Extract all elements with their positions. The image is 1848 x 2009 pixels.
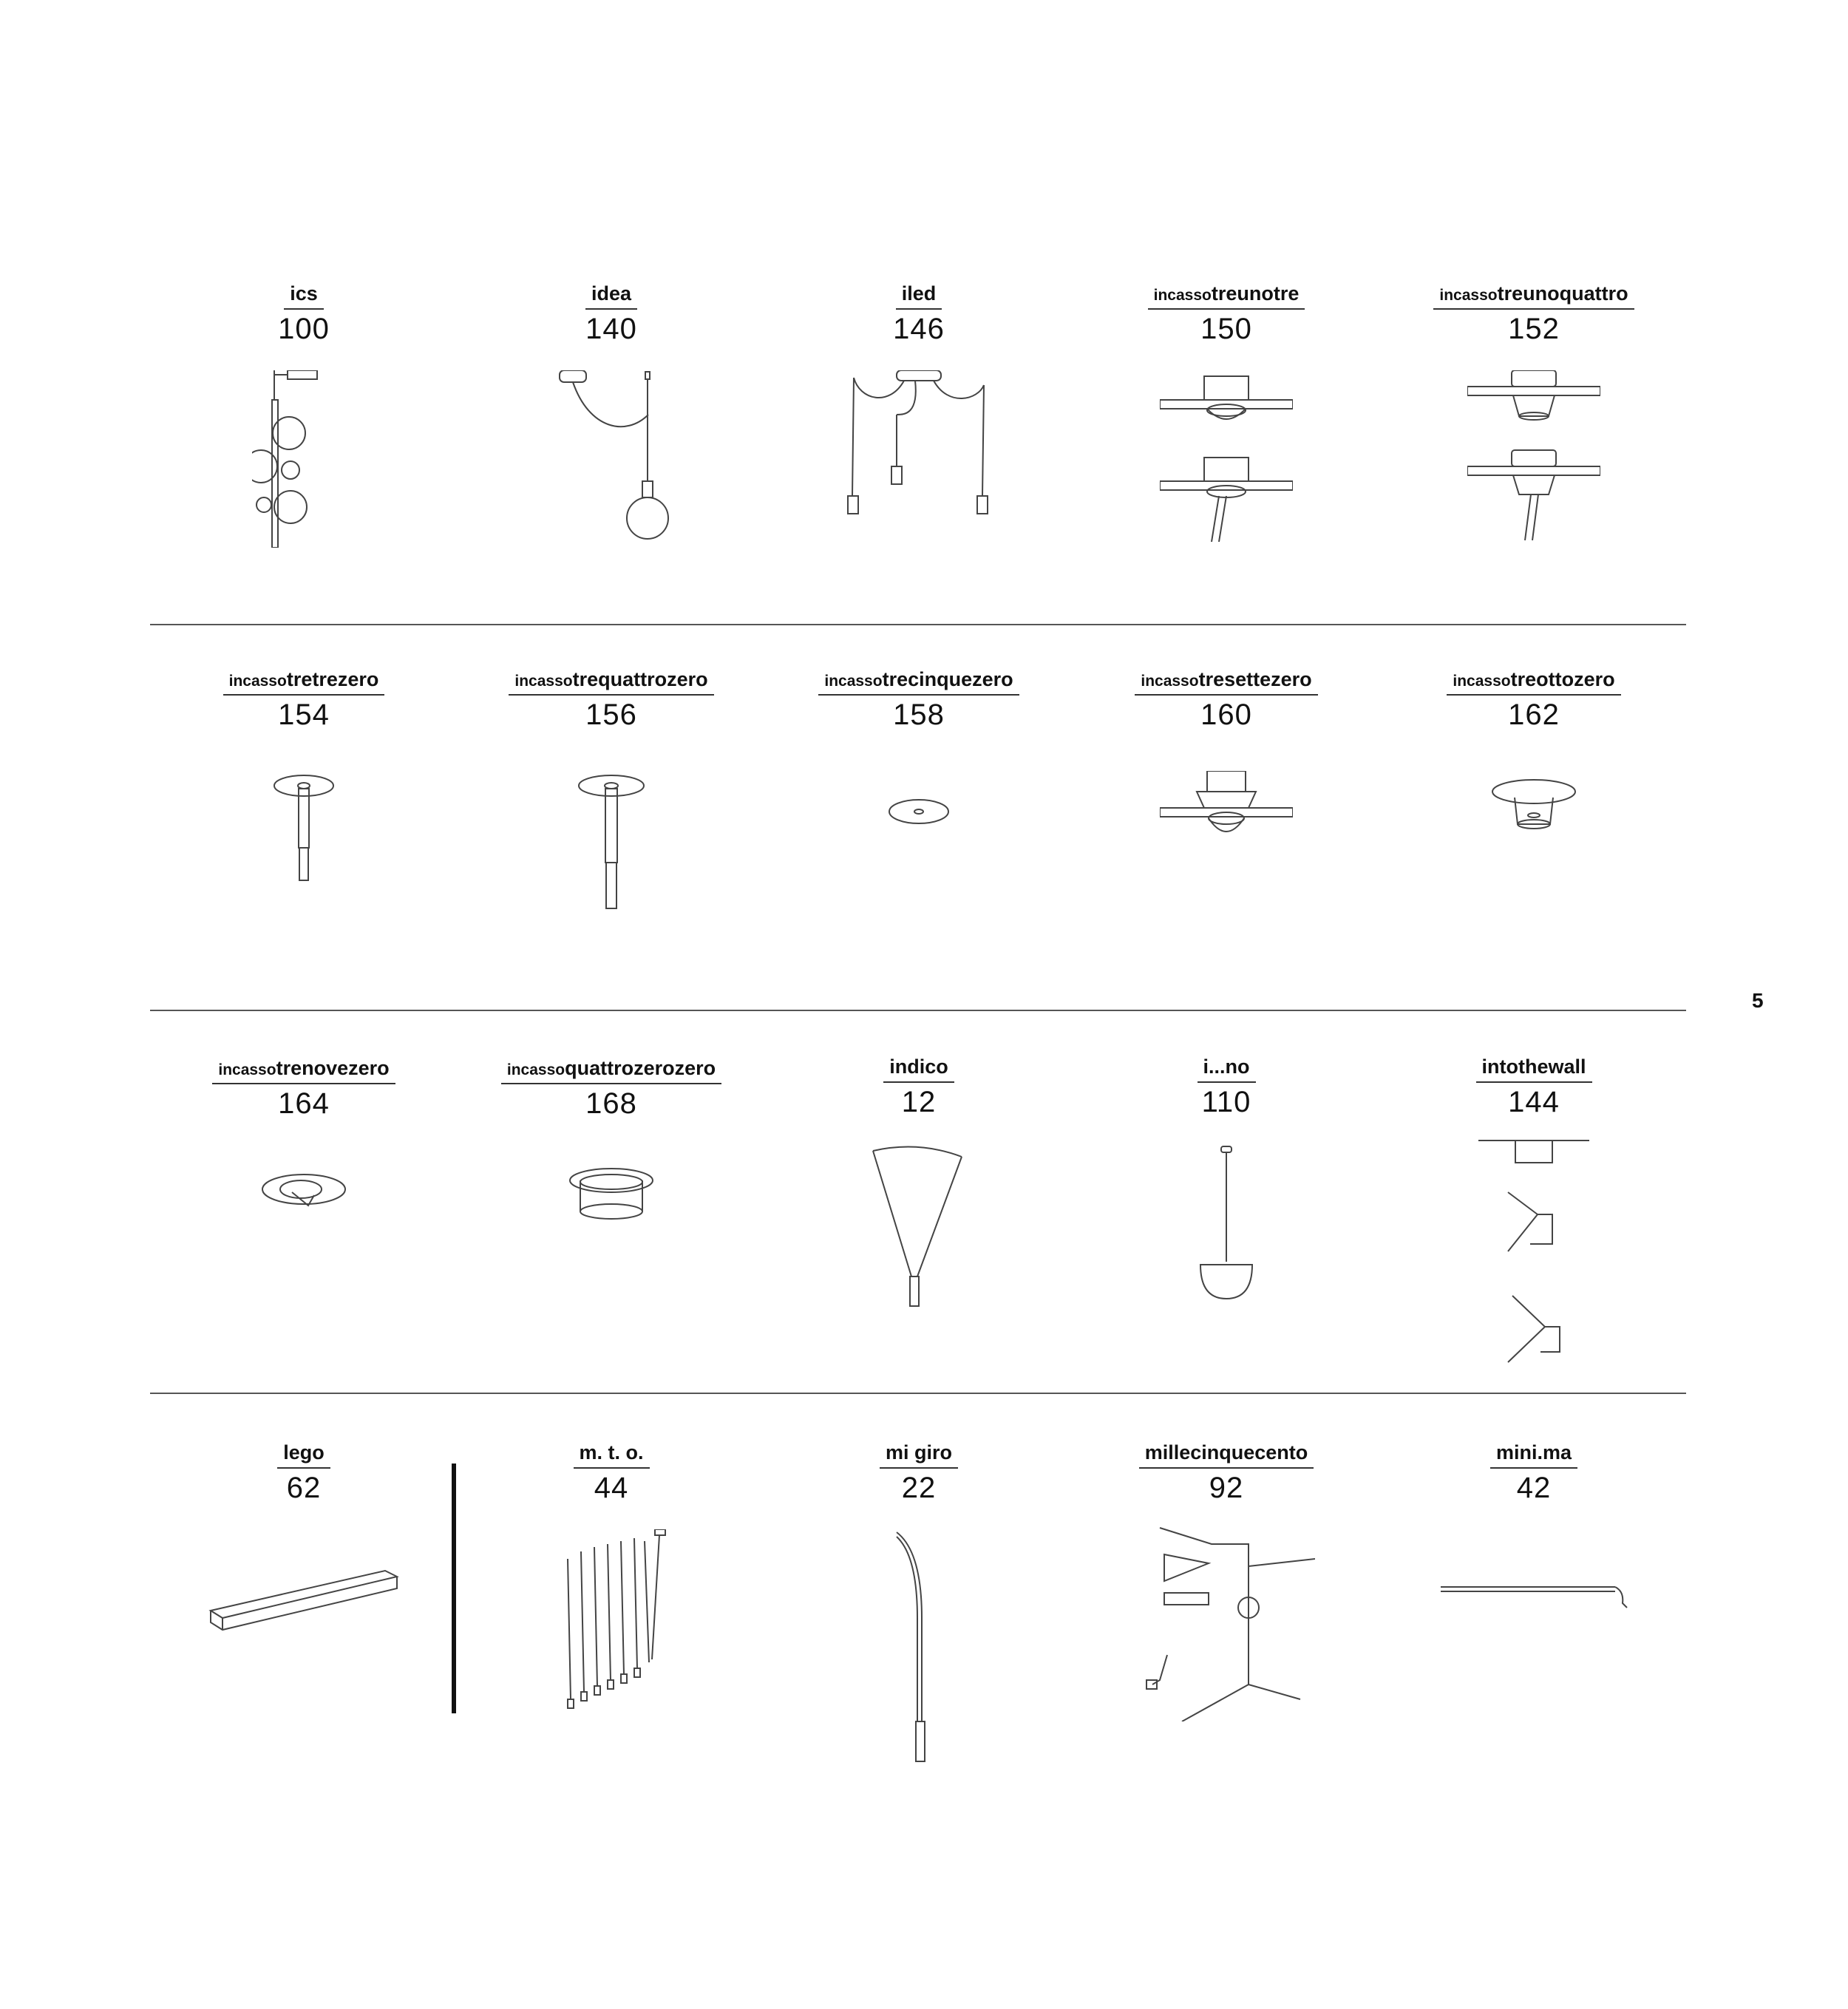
- treunoquattro-recessed-icon: [1467, 370, 1600, 548]
- entry-page: 44: [594, 1472, 629, 1504]
- entry-page: 100: [278, 313, 330, 345]
- catalog-entry[interactable]: [1380, 1011, 1688, 1437]
- catalog-row-4: [150, 1394, 1686, 1808]
- treottozero-recessed-icon: [1489, 778, 1578, 837]
- entry-page: 144: [1508, 1086, 1560, 1118]
- entry-name: intothewall: [1481, 1056, 1586, 1078]
- entry-page: 164: [278, 1087, 330, 1120]
- entry-prefix: incasso: [1153, 287, 1212, 304]
- entry-page: 140: [585, 313, 637, 345]
- entry-name: lego: [283, 1441, 325, 1464]
- entry-page: 168: [585, 1087, 637, 1120]
- intothewall-profile-icon: [1478, 1133, 1589, 1370]
- entry-prefix: incasso: [824, 673, 883, 690]
- entry-name: tresettezero: [1198, 668, 1312, 690]
- catalog-entry[interactable]: [458, 1394, 765, 1854]
- indico-lamp-icon: [867, 1143, 971, 1313]
- catalog-entry[interactable]: [765, 625, 1073, 1053]
- catalog-entry[interactable]: [458, 281, 765, 625]
- lego-linear-icon: [208, 1566, 400, 1640]
- trenovezero-recessed-icon: [259, 1170, 348, 1214]
- catalog-entry[interactable]: [1073, 1394, 1380, 1854]
- entry-prefix: incasso: [218, 1061, 276, 1078]
- catalog-entry[interactable]: [1073, 1011, 1380, 1437]
- entry-page: 42: [1516, 1472, 1552, 1504]
- entry-name: tretrezero: [286, 668, 379, 690]
- entry-name: quattrozerozero: [565, 1057, 716, 1079]
- catalog-row-2: [150, 625, 1686, 1011]
- trecinquezero-recessed-icon: [882, 793, 956, 830]
- mto-pendant-icon: [556, 1529, 667, 1721]
- entry-page: 156: [585, 698, 637, 731]
- entry-name: i...no: [1203, 1056, 1250, 1078]
- treunotre-recessed-icon: [1160, 370, 1293, 548]
- catalog-entry[interactable]: [458, 1011, 765, 1438]
- catalog-index-grid: [150, 281, 1686, 1808]
- catalog-entry[interactable]: [1380, 625, 1688, 1053]
- catalog-entry[interactable]: [150, 281, 458, 625]
- catalog-row-3: [150, 1011, 1686, 1394]
- catalog-entry[interactable]: [765, 1394, 1073, 1854]
- entry-page: 22: [901, 1472, 937, 1504]
- catalog-entry[interactable]: [150, 625, 458, 1053]
- entry-name: iled: [901, 282, 937, 305]
- entry-page: 146: [893, 313, 945, 345]
- catalog-entry[interactable]: [1073, 281, 1380, 625]
- entry-name: ics: [290, 282, 318, 305]
- entry-page: 110: [1201, 1086, 1251, 1118]
- idea-pendant-icon: [545, 370, 678, 548]
- entry-page: 160: [1200, 698, 1252, 731]
- trequattrozero-recessed-icon: [571, 771, 652, 911]
- entry-prefix: incasso: [514, 673, 573, 690]
- entry-name: mini.ma: [1495, 1441, 1572, 1464]
- entry-name: indico: [889, 1056, 948, 1078]
- catalog-entry[interactable]: [458, 625, 765, 1053]
- entry-name: treunoquattro: [1497, 282, 1628, 305]
- page-number: 5: [1752, 989, 1764, 1012]
- entry-page: 162: [1508, 698, 1560, 731]
- entry-page: 152: [1508, 313, 1560, 345]
- entry-name: mi giro: [885, 1441, 952, 1464]
- ics-pendant-icon: [252, 370, 356, 548]
- quattrozerozero-recessed-icon: [567, 1167, 656, 1226]
- catalog-entry[interactable]: [765, 1011, 1073, 1437]
- ino-pendant-icon: [1193, 1143, 1260, 1306]
- entry-prefix: incasso: [1141, 673, 1199, 690]
- catalog-entry[interactable]: [150, 1394, 458, 1854]
- entry-page: 154: [278, 698, 330, 731]
- catalog-row-1: [150, 281, 1686, 625]
- entry-name: millecinquecento: [1144, 1441, 1308, 1464]
- entry-name: m. t. o.: [579, 1441, 644, 1464]
- entry-name: treottozero: [1510, 668, 1615, 690]
- entry-name: trenovezero: [276, 1057, 390, 1079]
- entry-page: 92: [1209, 1472, 1244, 1504]
- entry-page: 158: [893, 698, 945, 731]
- section-divider: [452, 1464, 456, 1713]
- entry-name: trequattrozero: [572, 668, 708, 690]
- minima-linear-icon: [1438, 1581, 1630, 1618]
- entry-name: trecinquezero: [882, 668, 1013, 690]
- millecinquecento-wall-icon: [1138, 1522, 1315, 1721]
- entry-page: 12: [901, 1086, 937, 1118]
- catalog-entry[interactable]: [1380, 281, 1688, 625]
- entry-prefix: incasso: [506, 1061, 565, 1078]
- entry-page: 150: [1200, 313, 1252, 345]
- entry-page: 62: [286, 1472, 322, 1504]
- catalog-entry[interactable]: [1380, 1394, 1688, 1854]
- migiro-floor-lamp-icon: [889, 1529, 948, 1766]
- tresettezero-recessed-icon: [1160, 771, 1293, 852]
- catalog-entry[interactable]: [765, 281, 1073, 625]
- entry-name: idea: [591, 282, 632, 305]
- catalog-entry[interactable]: [150, 1011, 458, 1438]
- entry-prefix: incasso: [228, 673, 287, 690]
- entry-prefix: incasso: [1453, 673, 1511, 690]
- entry-prefix: incasso: [1439, 287, 1498, 304]
- catalog-entry[interactable]: [1073, 625, 1380, 1053]
- tretrezero-recessed-icon: [267, 771, 341, 882]
- entry-name: treunotre: [1211, 282, 1300, 305]
- iled-pendant-icon: [845, 370, 993, 548]
